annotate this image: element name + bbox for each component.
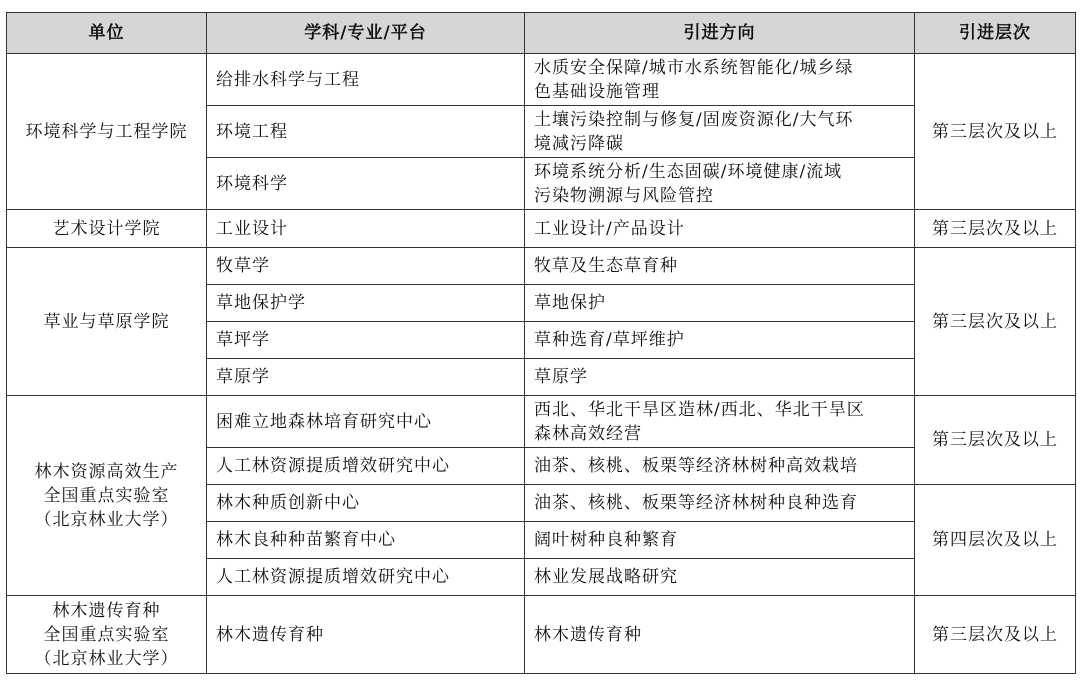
table-row — [7, 596, 1076, 674]
unit-cell — [7, 54, 207, 210]
direction-cell: 牧草及生态草育种 — [525, 248, 915, 285]
unit-name-line: （北京林业大学） — [34, 648, 179, 669]
direction-cell: 油茶、核桃、板栗等经济林树种高效栽培 — [525, 448, 915, 485]
header-unit: 单位 — [7, 13, 207, 54]
level-cell: 第三层次及以上 — [915, 210, 1076, 248]
unit-name-line: 林木遗传育种 — [52, 600, 161, 621]
level-cell: 第三层次及以上 — [915, 596, 1076, 674]
direction-cell — [525, 396, 915, 448]
unit-name-line: 林木资源高效生产 — [34, 461, 179, 482]
subject-cell: 环境科学 — [207, 158, 525, 210]
subject-cell: 工业设计 — [207, 210, 525, 248]
subject-cell: 困难立地森林培育研究中心 — [207, 396, 525, 448]
level-cell: 第三层次及以上 — [915, 54, 1076, 210]
direction-cell — [525, 158, 915, 210]
level-cell: 第三层次及以上 — [915, 248, 1076, 396]
unit-name-line: （北京林业大学） — [34, 509, 179, 530]
subject-cell: 环境工程 — [207, 106, 525, 158]
direction-cell: 林木遗传育种 — [525, 596, 915, 674]
subject-cell: 林木种质创新中心 — [207, 485, 525, 522]
direction-cell — [525, 106, 915, 158]
direction-cell — [525, 54, 915, 106]
unit-name: 草业与草原学院 — [43, 311, 170, 332]
direction-line: 境减污降碳 — [534, 133, 624, 154]
subject-cell: 林木遗传育种 — [207, 596, 525, 674]
unit-name: 艺术设计学院 — [52, 218, 161, 239]
table-row — [7, 248, 1076, 285]
direction-cell: 草种选育/草坪维护 — [525, 322, 915, 359]
unit-name-line: 全国重点实验室 — [43, 485, 170, 506]
direction-line: 色基础设施管理 — [534, 81, 660, 102]
direction-cell: 草地保护 — [525, 285, 915, 322]
unit-cell — [7, 248, 207, 396]
table-header-row — [7, 13, 1076, 54]
header-subject: 学科/专业/平台 — [207, 13, 525, 54]
subject-cell: 人工林资源提质增效研究中心 — [207, 559, 525, 596]
subject-cell: 草坪学 — [207, 322, 525, 359]
direction-cell: 林业发展战略研究 — [525, 559, 915, 596]
direction-line: 环境系统分析/生态固碳/环境健康/流域 — [534, 161, 843, 182]
header-direction: 引进方向 — [525, 13, 915, 54]
direction-line: 污染物溯源与风险管控 — [534, 185, 714, 206]
unit-name: 环境科学与工程学院 — [25, 121, 188, 142]
unit-name-line: 全国重点实验室 — [43, 624, 170, 645]
subject-cell: 人工林资源提质增效研究中心 — [207, 448, 525, 485]
level-cell: 第三层次及以上 — [915, 396, 1076, 485]
direction-line: 土壤污染控制与修复/固废资源化/大气环 — [534, 109, 854, 130]
subject-cell: 给排水科学与工程 — [207, 54, 525, 106]
direction-cell: 草原学 — [525, 359, 915, 396]
subject-cell: 草原学 — [207, 359, 525, 396]
direction-line: 水质安全保障/城市水系统智能化/城乡绿 — [534, 57, 854, 78]
direction-cell: 油茶、核桃、板栗等经济林树种良种选育 — [525, 485, 915, 522]
direction-cell: 工业设计/产品设计 — [525, 210, 915, 248]
level-cell: 第四层次及以上 — [915, 485, 1076, 596]
subject-cell: 林木良种种苗繁育中心 — [207, 522, 525, 559]
direction-cell: 阔叶树种良种繁育 — [525, 522, 915, 559]
direction-line: 森林高效经营 — [534, 423, 642, 444]
subject-cell: 草地保护学 — [207, 285, 525, 322]
talent-introduction-table — [6, 12, 1076, 674]
direction-line: 西北、华北干旱区造林/西北、华北干旱区 — [534, 399, 865, 420]
header-level: 引进层次 — [915, 13, 1076, 54]
unit-cell — [7, 596, 207, 674]
unit-cell — [7, 396, 207, 596]
unit-cell — [7, 210, 207, 248]
table-row — [7, 210, 1076, 248]
subject-cell: 牧草学 — [207, 248, 525, 285]
table-row — [7, 396, 1076, 448]
table-row — [7, 54, 1076, 106]
